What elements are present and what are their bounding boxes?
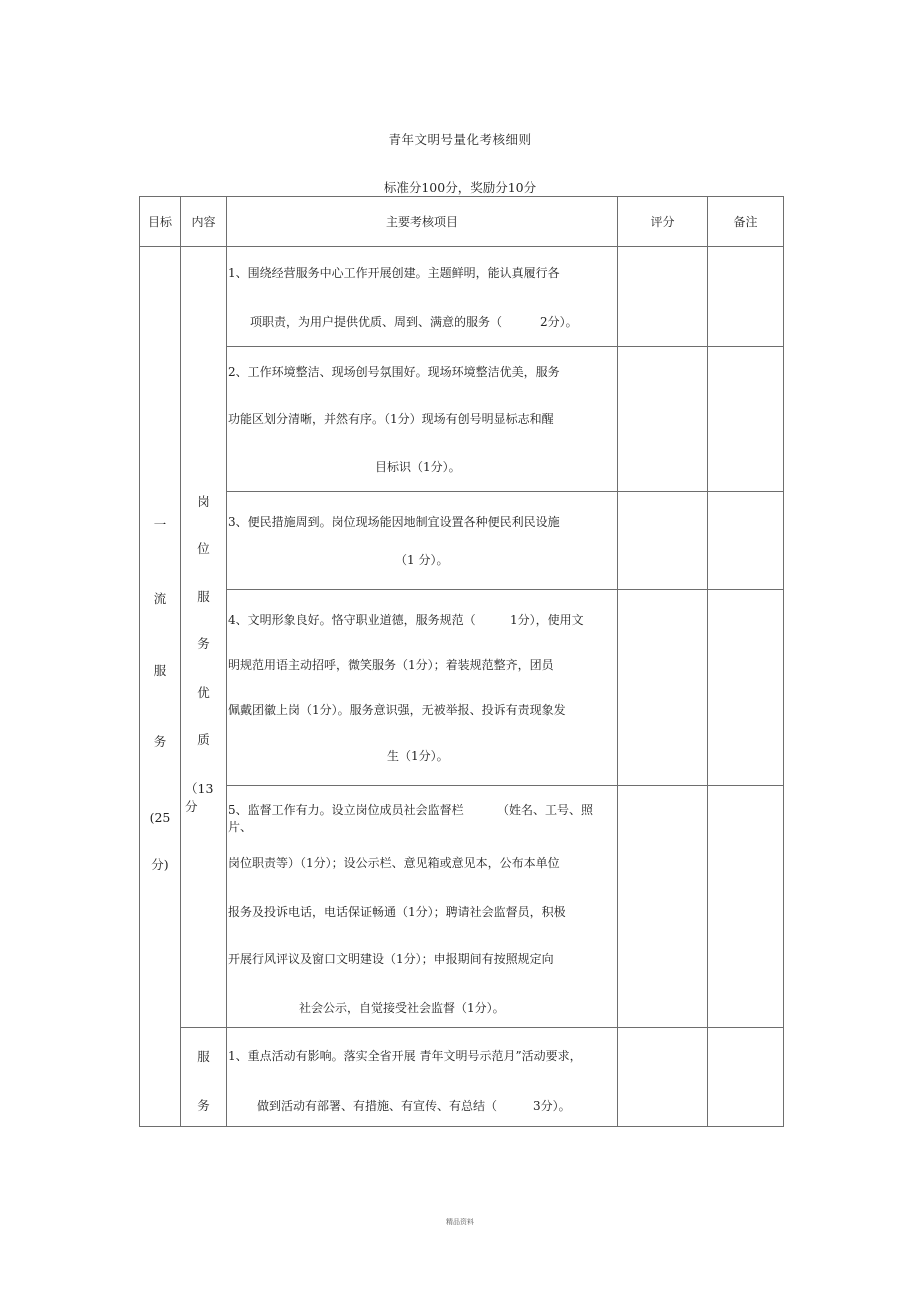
item-4 [227,590,618,786]
header-content: 内容 [181,197,227,247]
table-row [140,786,784,1028]
item-line: 4、文明形象良好。恪守职业道德，服务规范（ [228,613,476,627]
item-line: 报务及投诉电话，电话保证畅通（1分）；聘请社会监督员，积极 [228,905,566,919]
score-cell[interactable] [618,1028,708,1127]
item-5 [227,786,618,1028]
content-char: 务 [197,1098,210,1113]
table-row [140,347,784,492]
item-line: 片、 [228,820,253,834]
remark-cell[interactable] [708,347,784,492]
score-cell[interactable] [618,347,708,492]
item-line: 5、监督工作有力。设立岗位成员社会监督栏 [228,803,464,817]
item-2 [227,347,618,492]
header-score: 评分 [618,197,708,247]
table-header-row [140,197,784,247]
content-char: 岗 [197,494,210,509]
score-cell[interactable] [618,492,708,590]
item-line: 1、重点活动有影响。落实全省开展 青年文明号示范月”活动要求， [228,1049,582,1063]
remark-cell[interactable] [708,590,784,786]
content-char: 质 [197,732,210,747]
content-char: 务 [197,636,210,651]
score-cell[interactable] [618,786,708,1028]
target-char: (25 [149,810,171,825]
content-char: 服 [197,1049,210,1064]
content-cell-service [181,1028,227,1127]
content-cell-post-service [181,247,227,1028]
item-line: 3、便民措施周到。岗位现场能因地制宜设置各种便民利民设施 [228,515,560,529]
item-line: （1 分）。 [395,553,449,567]
item-line: 佩戴团徽上岗（1分）。服务意识强，无被举报、投诉有责现象发 [228,703,566,717]
header-remark: 备注 [708,197,784,247]
item-line: 明规范用语主动招呼，微笑服务（1分）；着装规范整齐，团员 [228,658,554,672]
remark-cell[interactable] [708,786,784,1028]
item-line: 做到活动有部署、有措施、有宣传、有总结（ [257,1099,498,1113]
item-3 [227,492,618,590]
content-char: 位 [197,541,210,556]
remark-cell[interactable] [708,247,784,347]
content-char: 优 [197,685,210,700]
item-6 [227,1028,618,1127]
remark-cell[interactable] [708,1028,784,1127]
score-cell[interactable] [618,247,708,347]
remark-cell[interactable] [708,492,784,590]
table-row [140,1028,784,1127]
document-title: 青年文明号量化考核细则 [388,132,532,147]
item-line: 1分），使用文 [510,613,584,627]
target-char: 分) [151,857,169,872]
item-line: （姓名、工号、照 [497,803,594,817]
target-char: 务 [153,734,167,749]
table-row [140,492,784,590]
assessment-table [139,196,784,1127]
item-line: 2、工作环境整洁、现场创号氛围好。现场环境整洁优美，服务 [228,365,560,379]
item-line: 开展行风评议及窗口文明建设（1分）；申报期间有按照规定向 [228,952,554,966]
document-subtitle: 标准分100分，奖励分10分 [383,180,537,195]
item-line: 项职责，为用户提供优质、周到、满意的服务（ [250,315,503,329]
item-line: 2分）。 [540,315,578,329]
table-row [140,590,784,786]
header-target: 目标 [140,197,181,247]
item-line: 生（1分）。 [387,749,449,763]
content-char: 服 [197,589,210,604]
item-line: 目标识（1分）。 [375,460,461,474]
target-char: 服 [153,663,167,678]
score-cell[interactable] [618,590,708,786]
table-row [140,247,784,347]
target-char: 流 [153,591,167,606]
content-char: （13 分 [185,781,214,814]
page-footer: 精品资料 [446,1218,474,1226]
item-1 [227,247,618,347]
item-line: 岗位职责等）（1分）；设公示栏、意见箱或意见本，公布本单位 [228,856,560,870]
header-items: 主要考核项目 [227,197,618,247]
item-line: 3分）。 [533,1099,571,1113]
target-char: 一 [153,517,167,532]
item-line: 1、围绕经营服务中心工作开展创建。主题鲜明，能认真履行各 [228,266,560,280]
item-line: 社会公示，自觉接受社会监督（1分）。 [299,1001,505,1015]
item-line: 功能区划分清晰，并然有序。（1分）现场有创号明显标志和醒 [228,412,554,426]
target-cell [140,247,181,1127]
